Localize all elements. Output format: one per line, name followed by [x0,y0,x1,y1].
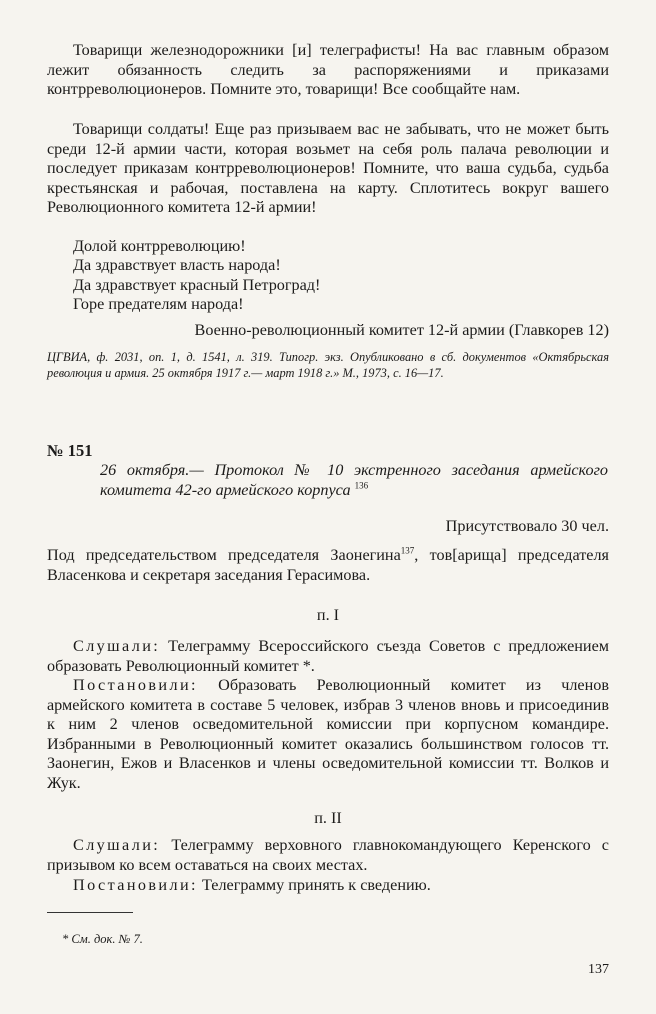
listened-paragraph [47,637,609,676]
footnote: * См. док. № 7. [62,932,143,946]
archive-source: ЦГВИА, ф. 2031, оп. 1, д. 1541, л. 319. Типогр. экз. Опубликовано в сб. документов «Октябрьская революция и армия. 25 октября 1917 г.— март 1918 г.» М., 1973, с. 16—17. [47,350,609,380]
page-number: 137 [588,962,609,977]
slogan: Долой контрреволюцию! [73,237,246,255]
slogan: Да здравствует власть народа! [73,256,281,274]
footnote-ref: 136 [354,480,369,491]
listened-label: Слушали: [73,637,161,655]
document-title [100,461,608,500]
listened-paragraph [47,836,609,875]
chair-text-cont: , тов[арища] председателя Власенкова и секретаря заседания Герасимова. [47,546,609,584]
chair-paragraph [47,546,609,585]
decided-text: Телеграмму принять к сведению. [201,876,431,894]
decided-label: Постановили: [73,876,198,894]
point-heading: п. II [314,809,342,827]
listened-text: Телеграмму Всероссийского съезда Советов с предложением образовать Революционный комитет *. [47,637,610,675]
chair-text: Под председательством председателя Заонегина [47,546,401,564]
document-title-text: 26 октября.— Протокол № 10 экстренного заседания армейского комитета 42-го армейского корпуса [100,461,608,499]
paragraph-railway-workers: Товарищи железнодорожники [и] телеграфисты! На вас главным образом лежит обязанность следить за распоряжениями и приказами контрреволюционеров. Помните это, товарищи! Все сообщайте нам. [47,41,609,99]
listened-text: Телеграмму верховного главнокомандующего Керенского с призывом ко всем оставаться на своих местах. [47,836,609,874]
paragraph-soldiers: Товарищи солдаты! Еще раз призываем вас не забывать, что не может быть среди 12-й армии части, которая возьмет на себя роль палача революции и последует приказам контрреволюционеров! Помните, что ваша судьба, судьба крестьянская и рабочая, поставлена на карту. Сплотитесь вокруг вашего Революционного комитета 12-й армии! [47,120,609,217]
document-number: № 151 [47,441,93,460]
signature: Военно-революционный комитет 12-й армии (Главкорев 12) [194,321,609,339]
point-heading: п. I [316,606,340,624]
decided-paragraph [47,676,609,794]
footnote-divider [47,912,133,913]
decided-paragraph [47,876,609,896]
listened-label: Слушали: [73,836,161,854]
footnote-ref: 137 [400,545,415,556]
slogan: Горе предателям народа! [73,295,244,313]
slogan: Да здравствует красный Петроград! [73,276,321,294]
attendance: Присутствовало 30 чел. [445,517,609,535]
decided-text: Образовать Революционный комитет из членов армейского комитета в составе 5 человек, избрав 3 членов вновь и присоединив к ним 2 членов осведомительной комиссии при корпусном командире. Избранными в Революционный комитет оказались большинством голосов тт. Заонегин, Ежов и Власенков и члены осведомительной комиссии тт. Волков и Жук. [47,676,610,792]
decided-label: Постановили: [73,676,198,694]
